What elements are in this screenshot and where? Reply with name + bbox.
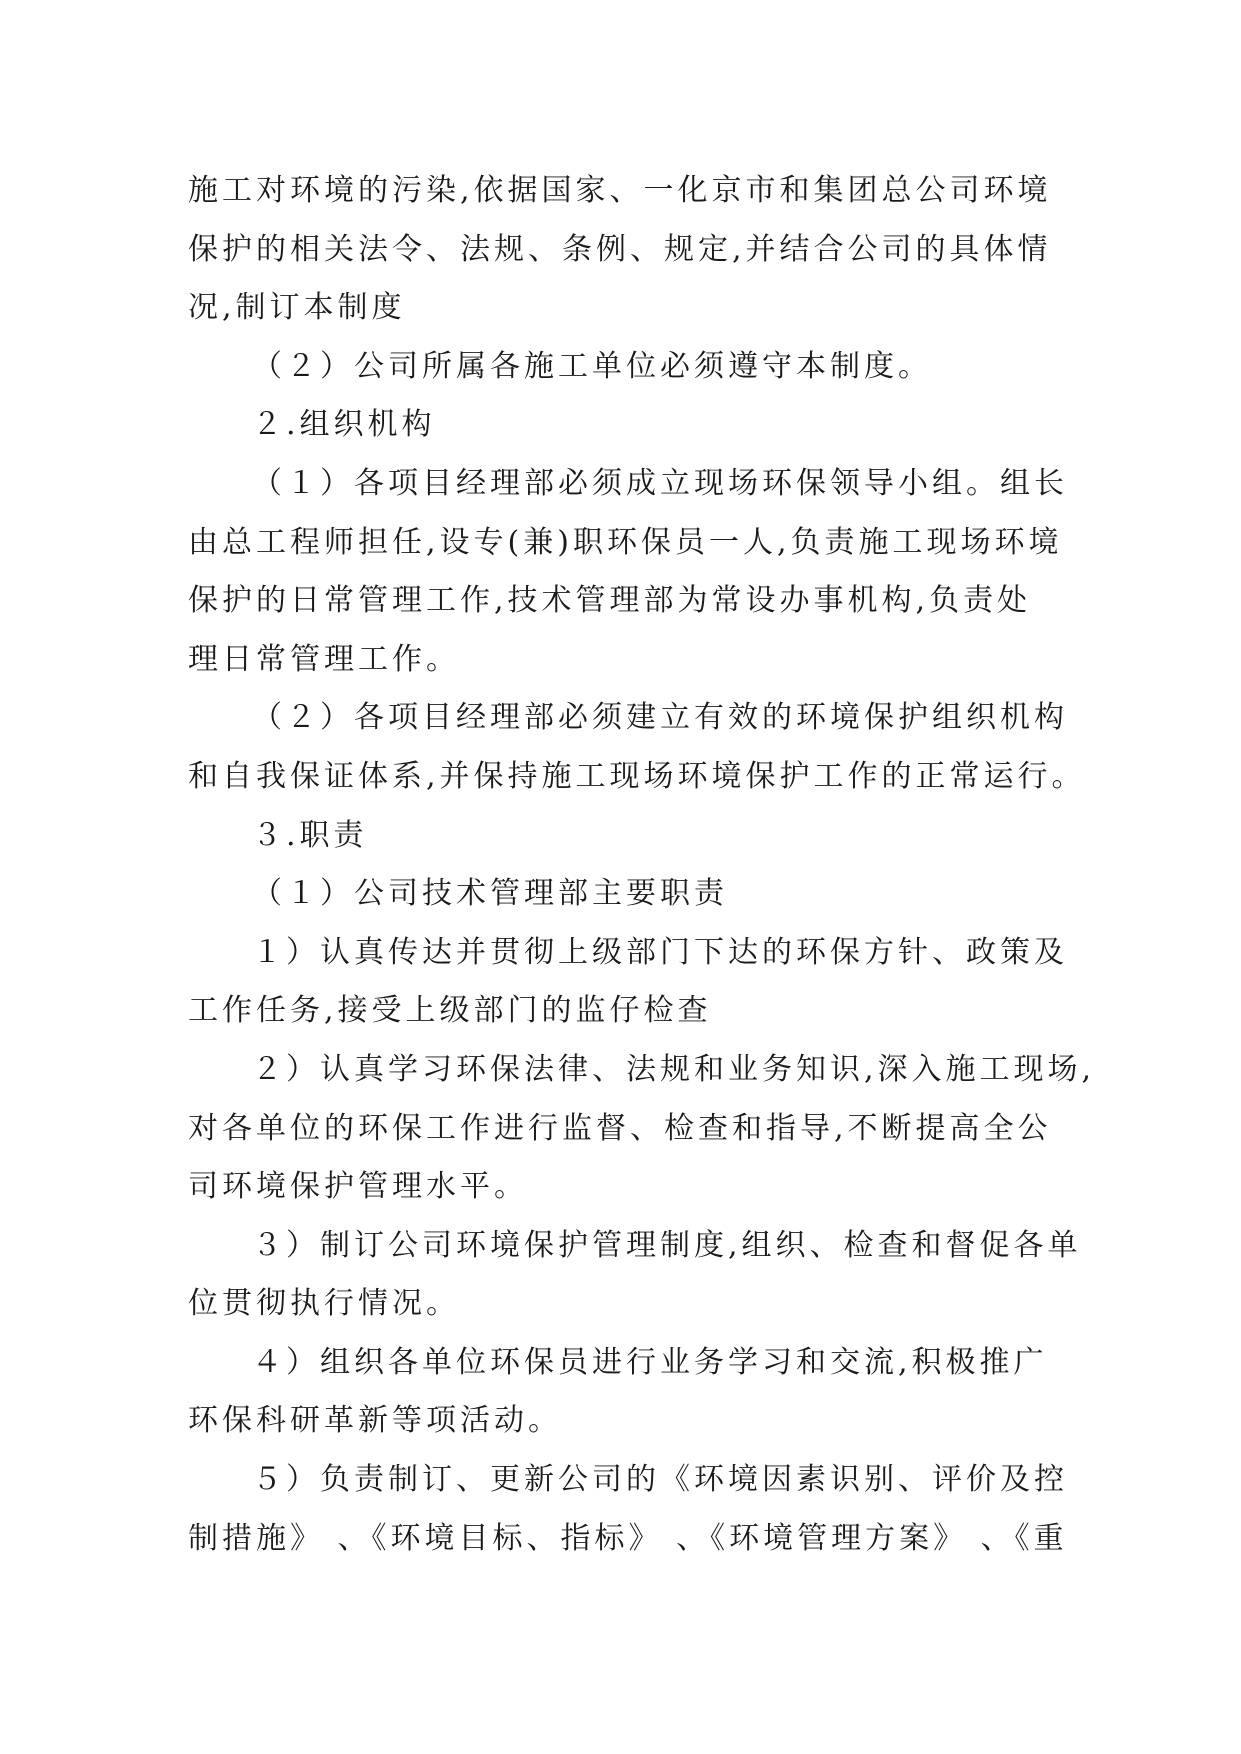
text-line: ３.职责 bbox=[252, 817, 368, 853]
text-line: （１）公司技术管理部主要职责 bbox=[252, 876, 728, 912]
text-line: ２）认真学习环保法律、法规和业务知识,深入施工现场, bbox=[252, 1051, 1096, 1087]
text-line: 制措施》 、《环境目标、指标》 、《环境管理方案》 、《重 bbox=[188, 1520, 1068, 1556]
text-line: 对各单位的环保工作进行监督、检查和指导,不断提高全公 bbox=[188, 1110, 1052, 1146]
text-line: 保护的日常管理工作,技术管理部为常设办事机构,负责处 bbox=[188, 583, 1032, 619]
text-line: 由总工程师担任,设专(兼)职环保员一人,负责施工现场环境 bbox=[188, 524, 1063, 560]
text-line: ４）组织各单位环保员进行业务学习和交流,积极推广 bbox=[252, 1344, 1048, 1380]
text-line: 环保科研革新等项活动。 bbox=[188, 1403, 562, 1439]
text-line: 保护的相关法令、法规、条例、规定,并结合公司的具体情 bbox=[188, 231, 1052, 267]
text-line: 施工对环境的污染,依据国家、一化京市和集团总公司环境 bbox=[188, 173, 1052, 208]
text-line: （１）各项目经理部必须成立现场环保领导小组。组长 bbox=[252, 465, 1068, 501]
text-line: ３）制订公司环境保护管理制度,组织、检查和督促各单 bbox=[252, 1227, 1082, 1263]
text-line: １）认真传达并贯彻上级部门下达的环保方针、政策及 bbox=[252, 934, 1068, 970]
text-line: （２）各项目经理部必须建立有效的环境保护组织机构 bbox=[252, 700, 1068, 736]
body-text bbox=[188, 162, 1096, 1568]
text-line: 工作任务,接受上级部门的监仔检查 bbox=[188, 993, 712, 1029]
text-line: 和自我保证体系,并保持施工现场环境保护工作的正常运行。 bbox=[188, 758, 1086, 794]
text-line: ２.组织机构 bbox=[252, 407, 436, 443]
text-line: （２）公司所属各施工单位必须遵守本制度。 bbox=[252, 348, 932, 384]
text-line: ５）负责制订、更新公司的《环境因素识别、评价及控 bbox=[252, 1462, 1068, 1498]
text-line: 位贯彻执行情况。 bbox=[188, 1286, 460, 1322]
text-line: 况,制订本制度 bbox=[188, 290, 406, 326]
text-line: 理日常管理工作。 bbox=[188, 641, 460, 677]
text-line: 司环境保护管理水平。 bbox=[188, 1169, 528, 1205]
